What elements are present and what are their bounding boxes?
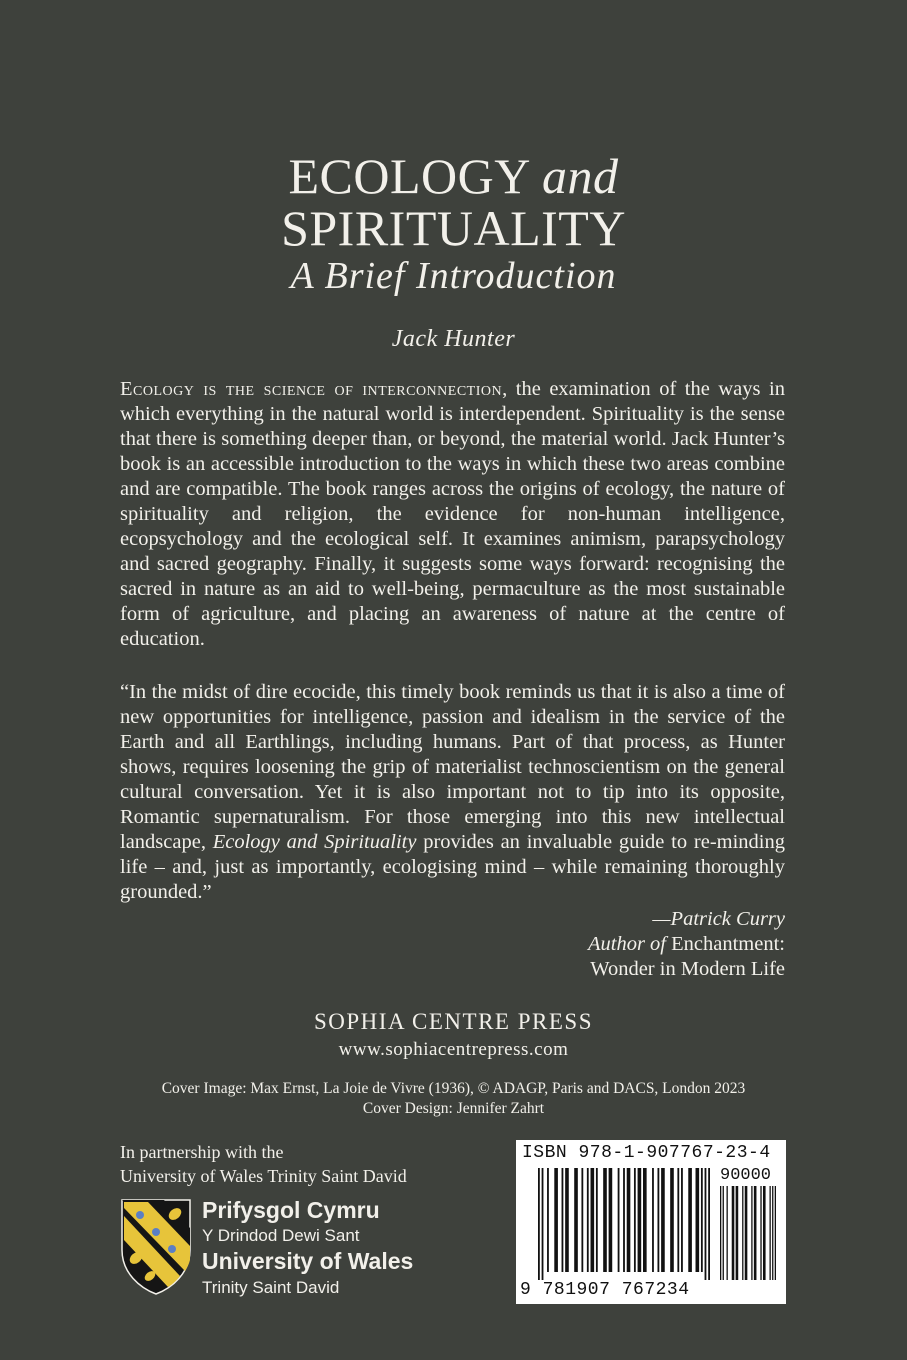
book-subtitle: A Brief Introduction <box>290 255 617 297</box>
barcode-bar <box>742 1186 743 1280</box>
cover-design-credit: Cover Design: Jennifer Zahrt <box>362 1100 545 1117</box>
quote-part-2: provides an invaluable guide to re-minding life – and, just as importantly, ecologising mind – while remaining thoroughly grounded.” <box>120 831 785 903</box>
barcode-bar <box>670 1168 674 1272</box>
attribution-work-line-1: Author of Enchantment: <box>587 933 785 955</box>
attribution-work-line-2: Wonder in Modern Life <box>590 958 785 980</box>
university-english-name: University of Wales <box>202 1248 414 1274</box>
barcode-panel <box>516 1140 786 1304</box>
barcode-bar <box>769 1186 770 1280</box>
university-welsh-subtitle: Y Drindod Dewi Sant <box>202 1226 360 1245</box>
barcode-bar <box>751 1186 752 1280</box>
blurb-lead: Ecology is the science of interconnection <box>120 378 503 400</box>
barcode-bar <box>705 1168 707 1280</box>
book-title-line-1 <box>0 150 907 202</box>
quote-part-1: “In the midst of dire ecocide, this timely book reminds us that it is also a time of new opportunities for intelligence, passion and idealism in the service of the Earth and all Earthlings, including humans. Part of that process, as Hunter shows, requires loosening the grip of materialist technoscientism on the general cultural conversation. Yet it is also important not to tip into its opposite, Romantic supernaturalism. For those emerging into this new intellectual landscape, <box>120 681 785 853</box>
cover-image-credit: Cover Image: Max Ernst, La Joie de Vivre (1936), © ADAGP, Paris and DACS, London 2023 <box>161 1080 746 1097</box>
main-barcode <box>538 1168 710 1282</box>
barcode-bar <box>603 1168 607 1272</box>
university-crest-logo <box>120 1198 192 1296</box>
barcode-bar <box>618 1168 620 1272</box>
barcode-bar <box>574 1168 578 1272</box>
barcode-bar <box>538 1168 540 1280</box>
barcode-bar <box>638 1168 642 1272</box>
barcode-bar <box>581 1168 583 1272</box>
barcode-bar <box>720 1186 721 1280</box>
publisher-name: SOPHIA CENTRE PRESS <box>313 1009 593 1034</box>
barcode-bar <box>565 1168 569 1272</box>
barcode-bar <box>696 1168 700 1272</box>
price-code: 90000 <box>720 1166 772 1185</box>
barcode-digits: 9 781907 767234 <box>520 1280 690 1300</box>
barcode-bar <box>562 1168 564 1272</box>
barcode-bar <box>775 1186 776 1280</box>
barcode-bar <box>657 1168 659 1272</box>
attribution-name: —Patrick Curry <box>652 908 785 930</box>
barcode-bar <box>627 1168 631 1272</box>
barcode-bar <box>701 1168 703 1272</box>
author-name: Jack Hunter <box>391 326 516 352</box>
publisher-url: www.sophiacentrepress.com <box>338 1039 569 1060</box>
barcode-bar <box>736 1186 739 1280</box>
book-title-line-2: SPIRITUALITY <box>281 200 626 256</box>
barcode-bar <box>634 1168 636 1272</box>
barcode-bar <box>652 1168 654 1272</box>
quote-attribution <box>588 907 785 982</box>
barcode-bar <box>609 1168 613 1272</box>
university-english-subtitle: Trinity Saint David <box>202 1278 340 1297</box>
partnership-statement <box>120 1140 407 1188</box>
barcode-bar <box>708 1168 710 1280</box>
barcode-bar <box>763 1186 766 1280</box>
quote-book-title: Ecology and Spirituality <box>212 831 417 853</box>
partnership-line-2: University of Wales Trinity Saint David <box>120 1166 407 1186</box>
barcode-bar <box>745 1186 748 1280</box>
barcode-bar <box>772 1186 773 1280</box>
blurb-paragraph <box>120 377 785 652</box>
barcode-bar <box>587 1168 589 1272</box>
barcode-bar <box>643 1168 647 1272</box>
isbn-text: ISBN 978-1-907767-23-4 <box>522 1143 771 1163</box>
title-word-ecology: ECOLOGY <box>288 148 529 204</box>
endorsement-quote <box>120 680 785 905</box>
blurb-body: , the examination of the ways in which everything in the natural world is interdependent. Spirituality is the sense that there is something deeper than, or beyond, the material world. Jack Hunter’s book is an accessible introduction to the ways in which these two areas combine and are compatible. The book ranges across the origins of ecology, the nature of spirituality and religion, the evidence for non-human intelligence, ecopsychology and the ecological self. It examines animism, parapsychology and sacred geography. Finally, it suggests some ways forward: recognising the sacred in nature as an aid to well-being, permaculture as the most sustainable form of agriculture, and placing an awareness of nature at the centre of education. <box>120 378 785 650</box>
barcode-bar <box>677 1168 679 1272</box>
partnership-line-1: In partnership with the <box>120 1142 284 1162</box>
university-welsh-name: Prifysgol Cymru <box>202 1197 380 1223</box>
barcode-bar <box>661 1168 665 1272</box>
barcode-bar <box>754 1186 757 1280</box>
barcode-bar <box>547 1168 549 1272</box>
barcode-bar <box>688 1168 692 1272</box>
barcode-bar <box>591 1168 595 1272</box>
barcode-bar <box>681 1168 683 1272</box>
barcode-bar <box>723 1186 724 1280</box>
barcode-bar <box>732 1186 735 1280</box>
barcode-bar <box>623 1168 625 1272</box>
barcode-bar <box>596 1168 598 1272</box>
barcode-bar <box>554 1168 558 1272</box>
barcode-bar <box>760 1186 761 1280</box>
barcode-bar <box>727 1186 728 1280</box>
price-barcode <box>720 1186 776 1282</box>
title-word-and: and <box>542 148 619 204</box>
barcode-bar <box>542 1168 544 1280</box>
